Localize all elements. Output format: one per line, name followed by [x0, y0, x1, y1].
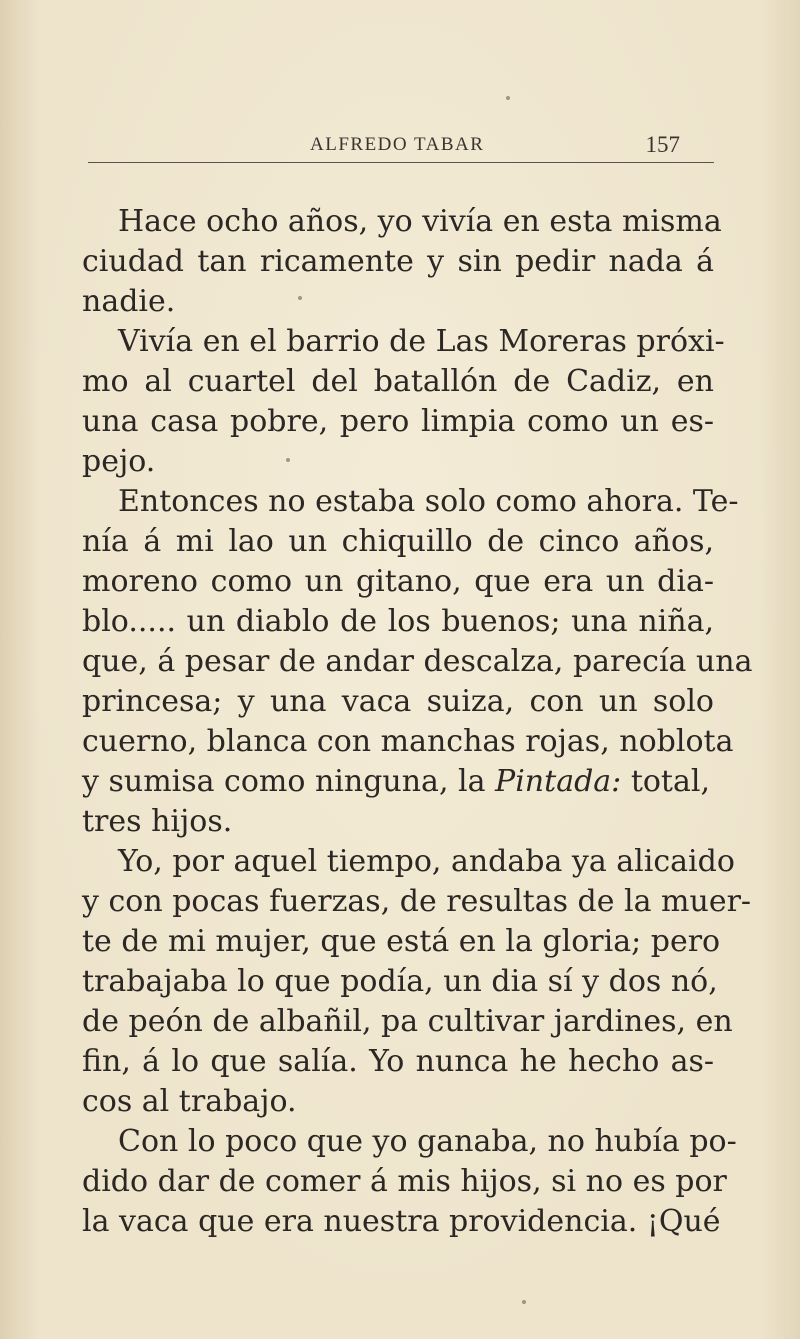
text-line: blo..... un diablo de los buenos; una niña, — [82, 604, 714, 639]
text-segment: y sumisa como ninguna, la — [82, 764, 496, 799]
paper-speck — [286, 458, 290, 462]
text-line: y con pocas fuerzas, de resultas de la muer- — [82, 884, 752, 919]
paper-speck — [522, 1300, 526, 1304]
text-line: te de mi mujer, que está en la gloria; pero — [82, 924, 721, 959]
text-segment: total, — [621, 764, 711, 799]
paper-speck — [298, 296, 302, 300]
text-line: cuerno, blanca con manchas rojas, noblota — [82, 724, 734, 759]
text-line: que, á pesar de andar descalza, parecía una — [82, 644, 753, 679]
text-line: Con lo poco que yo ganaba, no hubía po- — [118, 1124, 737, 1159]
text-line: la vaca que era nuestra providencia. ¡Qué — [82, 1204, 721, 1239]
text-line: moreno como un gitano, que era un dia- — [82, 564, 714, 599]
text-line: trabajaba lo que podía, un dia sí y dos nó, — [82, 964, 718, 999]
text-line-mixed — [82, 762, 714, 802]
text-line: tres hijos. — [82, 804, 233, 839]
text-line: nadie. — [82, 284, 176, 319]
running-title: ALFREDO TABAR — [310, 134, 485, 155]
body-text — [82, 202, 753, 1242]
text-line: Entonces no estaba solo como ahora. Te- — [118, 484, 739, 519]
italic-name: Pintada: — [495, 764, 622, 799]
text-line: ciudad tan ricamente y sin pedir nada á — [82, 244, 714, 279]
text-line: una casa pobre, pero limpia como un es- — [82, 404, 714, 439]
text-line: Yo, por aquel tiempo, andaba ya alicaido — [118, 844, 735, 879]
text-line: dido dar de comer á mis hijos, si no es por — [82, 1164, 727, 1199]
running-head — [88, 134, 714, 164]
header-rule — [88, 162, 714, 163]
text-line: mo al cuartel del batallón de Cadiz, en — [82, 364, 714, 399]
text-line: fin, á lo que salía. Yo nunca he hecho as- — [82, 1044, 714, 1079]
text-line: Vivía en el barrio de Las Moreras próxi- — [118, 324, 725, 359]
page-number: 157 — [645, 132, 680, 157]
paper-speck — [506, 96, 510, 100]
text-line: de peón de albañil, pa cultivar jardines, en — [82, 1004, 733, 1039]
text-line: Hace ocho años, yo vivía en esta misma — [118, 204, 722, 239]
text-line: cos al trabajo. — [82, 1084, 297, 1119]
text-line: nía á mi lao un chiquillo de cinco años, — [82, 524, 714, 559]
text-line: princesa; y una vaca suiza, con un solo — [82, 684, 714, 719]
text-line: pejo. — [82, 444, 156, 479]
